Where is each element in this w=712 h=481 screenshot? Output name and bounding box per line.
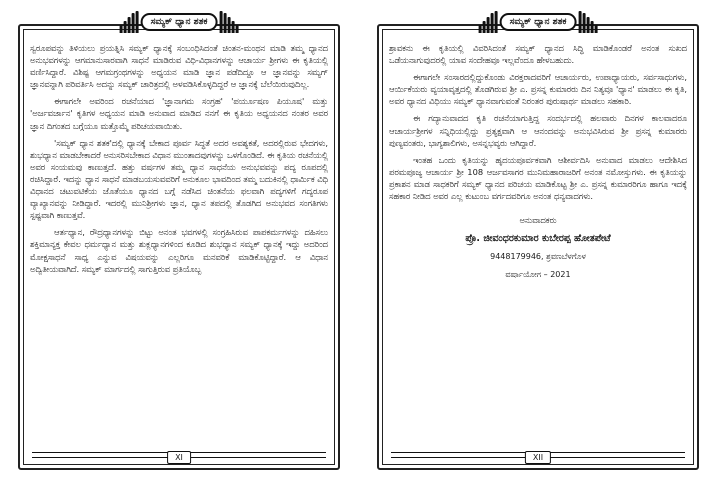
signature-label: ಅನುವಾದಕರು bbox=[519, 215, 557, 226]
ornament-right bbox=[219, 11, 238, 33]
ornament-left bbox=[120, 11, 139, 33]
paragraph: ಈಗಾಗಲೇ ಸಂಸಾರದಲ್ಲಿದ್ದುಕೊಂಡು ವಿರಕ್ತರಾದವರಿಗೆ ಆಚಾರ್ಯರು, ಉಪಾಧ್ಯಾಯರು, ಸರ್ವಸಾಧುಗಳು, ಆರ್ಯಿಕೆಯರು ವ್ಯಯಾವೃತ್ತದಲ್ಲಿ ತೊಡಗಿರುವ ಶ್ರೀ ಎ. ಪ್ರಸನ್ನ ಕುಮಾರರು ದಿನ ನಿತ್ಯವೂ 'ಧ್ಯಾನ' ಮಾಡಲು ಈ ಕೃತಿ, ಅವರ ಧ್ಯಾನದ ವಿಧಿಯು ಸಮ್ಯಕ್ ಧ್ಯಾನವಾಗುವಂತೆ ನಿರಂತರ ಪುರುಷಾರ್ಥ ಮಾಡಲು ಸಹಕಾರಿ. bbox=[389, 72, 687, 107]
ornament-right bbox=[578, 11, 597, 33]
header-title: ಸಮ್ಯಕ್ ಧ್ಯಾನ ಶತಕ bbox=[141, 13, 218, 31]
paragraph: ಈ ಗದ್ಯಾನುವಾದದ ಕೃತಿ ರಚನೆಯಾಗುತ್ತಿದ್ದ ಸಂದರ್ಭದಲ್ಲಿ ಹಲವಾರು ದಿನಗಳ ಕಾಲವಾದರೂ ಆಚಾರ್ಯಶ್ರೀಗಳ ಸನ್ನಿಧಿಯಲ್ಲಿದ್ದು ಪ್ರತ್ಯಕ್ಷವಾಗಿ ಆ ಆನಂದವನ್ನು ಅನುಭವಿಸಿರುವ ಶ್ರೀ ಪ್ರಸನ್ನ ಕುಮಾರರು ಪುಣ್ಯವಂತರು, ಭಾಗ್ಯಶಾಲಿಗಳು, ಅಸನ್ನಭವ್ಯರು ಆಗಿದ್ದಾರೆ. bbox=[389, 113, 687, 148]
translator-name: ಪ್ರೊ. ಜೀವಂಧರಕುಮಾರ ಕುಬೇರಪ್ಪ ಹೋತಪೇಟೆ bbox=[465, 233, 611, 245]
paragraph: ಸ್ವರೂಪವನ್ನು ತಿಳಿಯಲು ಪ್ರಯತ್ನಿಸಿ ಸಮ್ಯಕ್ ಧ್ಯಾನಕ್ಕೆ ಸಂಬಂಧಿಸಿದಂತೆ ಚಿಂತನ-ಮಂಥನ ಮಾಡಿ ತಮ್ಮ ಧ್ಯಾನದ ಅನುಭವಗಳನ್ನು ಆಗಮಾನುಸಾರವಾಗಿ ಸಾಧನೆ ಮಾಡಿರುವ ವಿಧಿ-ವಿಧಾನಗಳನ್ನು ಆಚಾರ್ಯ ಶ್ರೀಗಳು ಈ ಕೃತಿಯಲ್ಲಿ ವರ್ಣಿಸಿದ್ದಾರೆ. ವಿಶಿಷ್ಟ ಆಗಮಗ್ರಂಥಗಳನ್ನು ಅಧ್ಯಯನ ಮಾಡಿ ಜ್ಞಾನ ಪಡೆದಿದ್ದೂ ಆ ಜ್ಞಾನವನ್ನು ಸಮ್ಯಗ್ ಜ್ಞಾನವನ್ನಾಗಿ ಪರಿವರ್ತಿಸಿ ಅದನ್ನು ಸಮ್ಯಕ್ ಚಾರಿತ್ರದಲ್ಲಿ ಅಳವಡಿಸಿಕೊಳ್ಳದಿದ್ದರೆ ಆ ಜ್ಞಾನಕ್ಕೆ ಬೆಲೆಯಿರುವುದಿಲ್ಲ. bbox=[30, 43, 328, 90]
ornament-left bbox=[479, 11, 498, 33]
page-body bbox=[389, 42, 687, 444]
header-banner bbox=[118, 10, 241, 34]
translator-contact: 9448179946, ಶ್ರವಣಬೆಳಗೊಳ bbox=[490, 252, 586, 262]
page-number: XII bbox=[525, 451, 551, 464]
translation-year: ವರ್ಷಾಯೋಗ – 2021 bbox=[505, 270, 571, 280]
right-page bbox=[377, 10, 699, 470]
paragraph: 'ಸಮ್ಯಕ್ ಧ್ಯಾನ ಶತಕ'ದಲ್ಲಿ ಧ್ಯಾನಕ್ಕೆ ಬೇಕಾದ ಪೂರ್ವ ಸಿದ್ಧತೆ ಅದರ ಅವಶ್ಯಕತೆ, ಅದರಲ್ಲಿರುವ ಭೇದಗಳು, ಶುಭಧ್ಯಾನ ಮಾಡಬೇಕಾದರೆ ಅನುಸರಿಸಬೇಕಾದ ವಿಧಾನ ಮುಂತಾದವುಗಳನ್ನು ಒಳಗೊಂಡಿದೆ. ಈ ಕೃತಿಯ ರಚನೆಯಲ್ಲಿ ಅವರ ಸಂಯಮವು ಕಾಣುತ್ತದೆ. ಹತ್ತು ವರ್ಷಗಳ ತಮ್ಮ ಧ್ಯಾನ ಸಾಧನೆಯ ಅನುಭವವನ್ನು ಪದ್ಯ ರೂಪದಲ್ಲಿ ರಚಿಸಿದ್ದಾರೆ. ಇದನ್ನು ಧ್ಯಾನ ಸಾಧನೆ ಮಾಡಬಯಸುವವರಿಗೆ ಅನುಕೂಲ ಭಾವದಿಂದ ತಮ್ಮ ಬದುಕಿನಲ್ಲಿ ಧಾರ್ಮಿಕ ವಿಧಿ ವಿಧಾನದ ಚಟುವಟಿಕೆಯ ಜೊತೆಯೂ ಧ್ಯಾನದ ಬಗ್ಗೆ ನಡೆಸಿದ ಚಿಂತನೆಯ ಫಲವಾಗಿ ಪದ್ಯಗಳಿಗೆ ಗದ್ಯರೂಪ ವ್ಯಾಖ್ಯಾನವನ್ನು ನೀಡಿದ್ದಾರೆ. ಇದರಲ್ಲಿ ಮುನಿಶ್ರೀಗಳು ಜ್ಞಾನ, ಧ್ಯಾನ ತಪದಲ್ಲಿ ತೊಡಗಿದ ಅನುಭವದ ಸಂಗತಿಗಳು ಸ್ಪಷ್ಟವಾಗಿ ಕಾಣುತ್ತವೆ. bbox=[30, 137, 328, 221]
page-body bbox=[30, 42, 328, 444]
header-banner bbox=[477, 10, 600, 34]
left-page bbox=[18, 10, 340, 470]
header-title: ಸಮ್ಯಕ್ ಧ್ಯಾನ ಶತಕ bbox=[500, 13, 577, 31]
paragraph: ಆರ್ತಧ್ಯಾನ, ರೌದ್ರಧ್ಯಾನಗಳನ್ನು ಬಿಟ್ಟು ಅನಂತ ಭವಗಳಲ್ಲಿ ಸಂಗ್ರಹಿಸಿರುವ ಪಾಪಕರ್ಮಗಳನ್ನು ದಹಿಸಲು ಶಕ್ತಿಮಾನ್ಯಕ್ತ ಕೇವಲ ಧರ್ಮಧ್ಯಾನ ಮತ್ತು ಶುಕ್ಲಧ್ಯಾನಗಳಿಂದ ಕೂಡಿದ ಶುಭಧ್ಯಾನ ಸಮ್ಯಕ್ ಧ್ಯಾನಕ್ಕೆ ಇದ್ದು ಅದರಿಂದ ಮೋಕ್ಷಸಾಧನೆ ಸಾಧ್ಯ ಎನ್ನುವ ವಿಷಯವನ್ನು ಎಲ್ಲರಿಗೂ ಮನವರಿಕೆ ಮಾಡಿಕೊಟ್ಟಿದ್ದಾರೆ. ಆ ವಿಧಾನ ಅದ್ವಿತೀಯವಾಗಿದೆ. ಸಮ್ಯಕ್ ಮಾರ್ಗದಲ್ಲಿ ಸಾಗುತ್ತಿರುವ ಪ್ರತಿಯೊಬ್ಬ bbox=[30, 227, 328, 274]
paragraph: ಇಂತಹ ಒಂದು ಕೃತಿಯನ್ನು ಹೃದಯಪೂರ್ವಕವಾಗಿ ಆಶೀರ್ವದಿಸಿ ಅನುವಾದ ಮಾಡಲು ಆದೇಶಿಸಿದ ಪರಮಪೂಜ್ಯ ಆಚಾರ್ಯ ಶ್ರೀ 108 ಆರ್ಜವಸಾಗರ ಮುನಿಮಹಾರಾಜರಿಗೆ ಅನಂತ ನಮೋಸ್ತುಗಳು. ಈ ಕೃತಿಯನ್ನು ಪ್ರಕಾಶನ ಮಾಡ ಸಾಧಕರಿಗೆ ಸಮ್ಯಕ್ ಧ್ಯಾನದ ಪರಿಚಯ ಮಾಡಿಕೊಟ್ಟ ಶ್ರೀ ಎ. ಪ್ರಸನ್ನ ಕುಮಾರರಿಗೂ ಹಾಗೂ ಇದಕ್ಕೆ ಸಹಕಾರ ನೀಡಿದ ಅವರ ಎಲ್ಲ ಕುಟುಂಬ ವರ್ಗದವರಿಗೂ ಅನಂತ ಧನ್ಯವಾದಗಳು. bbox=[389, 154, 687, 202]
page-number: XI bbox=[167, 451, 191, 464]
paragraph: ಶ್ರಾವಕನು ಈ ಕೃತಿಯಲ್ಲಿ ವಿವರಿಸಿದಂತೆ ಸಮ್ಯಕ್ ಧ್ಯಾನದ ಸಿದ್ಧಿ ಮಾಡಿಕೊಂಡರೆ ಅನಂತ ಸುಖದ ಒಡೆಯನಾಗುವುದರಲ್ಲಿ ಯಾವ ಸಂದೇಹವೂ ಇಲ್ಲವೆಂದೂ ಹೇಳಬಹುದು. bbox=[389, 43, 687, 66]
paragraph: ಈಗಾಗಲೇ ಅವರಿಂದ ರಚನೆಯಾದ 'ಜ್ಞಾನಾಗಮ ಸಂಗ್ರಹ' 'ಪರ್ಯೂಷಣ ಪಿಯೂಷ' ಮತ್ತು 'ಅರ್ಜವರ್ಜಾನ' ಕೃತಿಗಳ ಅಧ್ಯಯನ ಮಾಡಿ ಅನುವಾದ ಮಾಡಿದ ನನಗೆ ಈ ಕೃತಿಯ ಅಧ್ಯಯನದ ನಂತರ ಅವರ ಜ್ಞಾನ ದಿಗಂತದ ಬಗ್ಗೆಯೂ ಮತ್ತೊಮ್ಮೆ ಪರಿಚಯವಾಯಿತು. bbox=[30, 96, 328, 131]
